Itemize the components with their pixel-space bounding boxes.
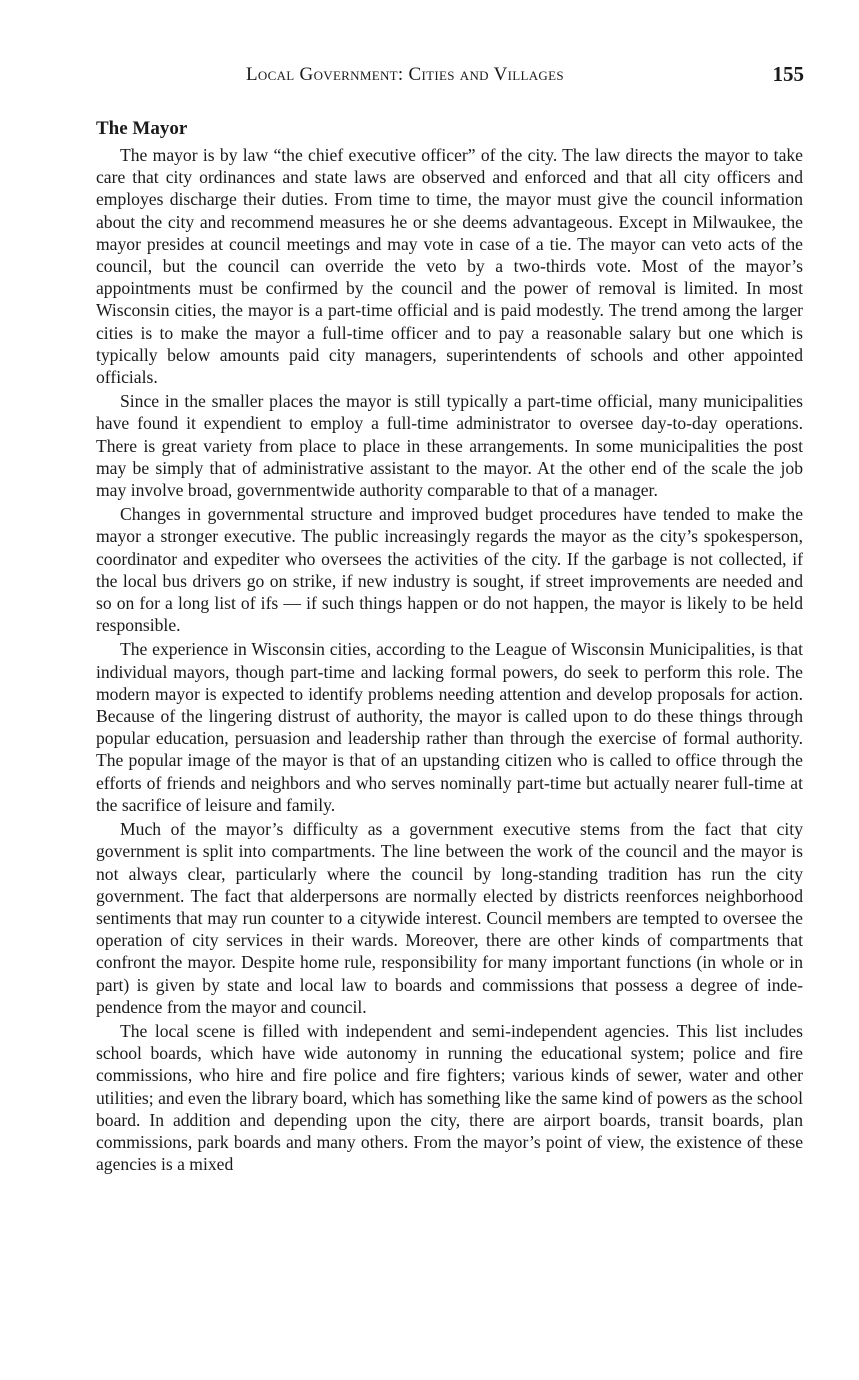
paragraph-5: Much of the mayor’s difficulty as a government executive stems from the fact that city government is split into compartments. The line between the work of the council and the mayor is not always clear, particularly where the council by long-standing tradition has run the city government. The fact that alderpersons are normally elected by districts reenforces neighborhood sentiments that may run counter to a citywide interest. Council members are tempted to oversee the operation of city services in their wards. Moreover, there are other kinds of compartments that confront the mayor. Despite home rule, responsibility for many important functions (in whole or in part) is given by state and local law to boards and commissions that possess a degree of independence from the mayor and council. — [96, 819, 803, 1017]
body-text — [96, 144, 803, 1177]
paragraph-1: The mayor is by law “the chief executive officer” of the city. The law directs the mayor to take care that city ordinances and state laws are observed and enforced and that all city officers and employes discharge their duties. From time to time, the mayor must give the council information about the city and recommend measures he or she deems advantageous. Except in Milwaukee, the mayor presides at council meetings and may vote in case of a tie. The mayor can veto acts of the council, but the council can override the veto by a two-thirds vote. Most of the mayor’s appointments must be confirmed by the council and the power of removal is limited. In most Wisconsin cities, the mayor is a part-time official and is paid modestly. The trend among the larger cities is to make the mayor a full-time officer and to pay a reasonable salary but one which is typically below amounts paid city managers, superintendents of schools and other appointed officials. — [96, 145, 803, 388]
running-title: Local Government: Cities and Villages — [246, 64, 564, 85]
running-head — [96, 64, 804, 90]
paragraph-3: Changes in governmental structure and improved budget procedures have tended to make the mayor a stronger executive. The public increasingly regards the mayor as the city’s spokesperson, coordinator and expediter who oversees the activities of the city. If the garbage is not collected, if the local bus drivers go on strike, if new industry is sought, if street improvements are needed and so on for a long list of ifs — if such things happen or do not happen, the mayor is likely to be held responsible. — [96, 504, 803, 636]
paragraph-2: Since in the smaller places the mayor is still typically a part-time official, many municipalities have found it expendient to employ a full-time administrator to oversee day-to-day operations. There is great variety from place to place in these arrangements. In some municipalities the post may be simply that of administrative assistant to the mayor. At the other end of the scale the job may involve broad, governmentwide authority comparable to that of a manager. — [96, 391, 803, 501]
paragraph-4: The experience in Wisconsin cities, according to the League of Wisconsin Municipalities, is that individual mayors, though part-time and lacking formal powers, do seek to perform this role. The modern mayor is expected to identify problems needing attention and develop proposals for action. Because of the lingering distrust of authority, the mayor is called upon to do these things through popular education, persuasion and leadership rather than through the exercise of formal authority. The popular image of the mayor is that of an upstanding citizen who is called to office through the efforts of friends and neighbors and who serves nominally part-time but actually nearer full-time at the sacrifice of leisure and family. — [96, 639, 803, 815]
section-heading: The Mayor — [96, 118, 188, 139]
paragraph-6: The local scene is filled with independent and semi-independent agencies. This list includes school boards, which have wide autonomy in running the educational system; police and fire commissions, who hire and fire police and fire fighters; various kinds of sewer, water and other utilities; and even the library board, which has something like the same kind of powers as the school board. In addition and depending upon the city, there are airport boards, transit boards, plan commissions, park boards and many others. From the mayor’s point of view, the existence of these agencies is a mixed — [96, 1020, 803, 1175]
page-number: 155 — [772, 62, 804, 86]
